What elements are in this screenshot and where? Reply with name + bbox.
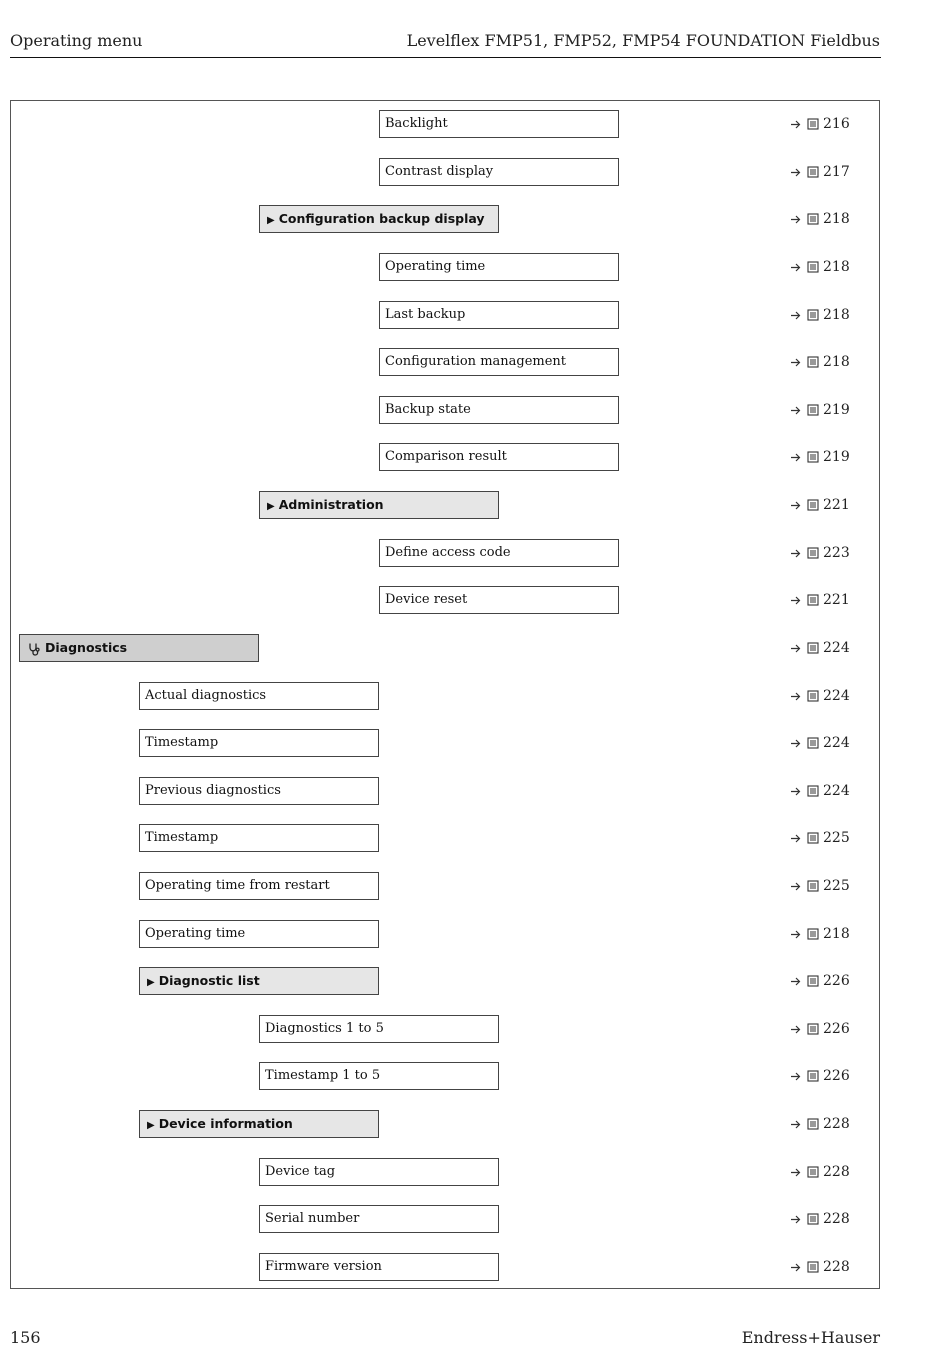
page-reference[interactable] [790, 1067, 850, 1085]
book-icon [807, 1166, 819, 1178]
page-reference[interactable] [790, 972, 850, 990]
arrow-right-icon [790, 833, 801, 844]
book-icon [807, 832, 819, 844]
page-reference[interactable] [790, 1020, 850, 1038]
menu-row [11, 301, 879, 329]
menu-row [11, 777, 879, 805]
book-icon [807, 594, 819, 606]
menu-row [11, 729, 879, 757]
page-number: 226 [823, 1068, 850, 1084]
menu-label: Diagnostics [45, 640, 128, 655]
menu-row [11, 1158, 879, 1186]
menu-row [11, 1062, 879, 1090]
arrow-right-icon [790, 310, 801, 321]
page-number: 218 [823, 307, 850, 323]
page-number: 219 [823, 449, 850, 465]
menu-row [11, 253, 879, 281]
menu-row [11, 682, 879, 710]
page-reference[interactable] [790, 639, 850, 657]
arrow-right-icon [790, 929, 801, 940]
page-number: 224 [823, 735, 850, 751]
submenu-administration[interactable] [259, 491, 499, 519]
parameter-operating-time-from-restart[interactable]: Operating time from restart [139, 872, 379, 900]
arrow-right-icon [790, 405, 801, 416]
page-reference[interactable] [790, 353, 850, 371]
page-reference[interactable] [790, 877, 850, 895]
page-number: 218 [823, 211, 850, 227]
page-number: 224 [823, 640, 850, 656]
page-reference[interactable] [790, 734, 850, 752]
page-reference[interactable] [790, 448, 850, 466]
book-icon [807, 785, 819, 797]
menu-row [11, 634, 879, 662]
arrow-right-icon [790, 643, 801, 654]
menu-row [11, 348, 879, 376]
page-number: 221 [823, 592, 850, 608]
book-icon [807, 928, 819, 940]
page-number: 228 [823, 1116, 850, 1132]
menu-row [11, 110, 879, 138]
header-section-title: Operating menu [10, 31, 143, 50]
page-reference[interactable] [790, 258, 850, 276]
arrow-right-icon [790, 1071, 801, 1082]
page-reference[interactable] [790, 544, 850, 562]
book-icon [807, 1118, 819, 1130]
parameter-device-tag[interactable]: Device tag [259, 1158, 499, 1186]
page-reference[interactable] [790, 115, 850, 133]
menu-row [11, 158, 879, 186]
menu-row [11, 443, 879, 471]
parameter-last-backup[interactable]: Last backup [379, 301, 619, 329]
page-reference[interactable] [790, 1115, 850, 1133]
book-icon [807, 1261, 819, 1273]
arrow-right-icon [790, 500, 801, 511]
parameter-timestamp[interactable]: Timestamp [139, 729, 379, 757]
page-number: 225 [823, 878, 850, 894]
book-icon [807, 1213, 819, 1225]
triangle-right-icon: ▶ [147, 977, 155, 988]
submenu-configuration-backup-display[interactable] [259, 205, 499, 233]
arrow-right-icon [790, 738, 801, 749]
triangle-right-icon: ▶ [147, 1120, 155, 1131]
book-icon [807, 499, 819, 511]
parameter-define-access-code[interactable]: Define access code [379, 539, 619, 567]
menu-row [11, 920, 879, 948]
page-number: 226 [823, 973, 850, 989]
parameter-actual-diagnostics[interactable]: Actual diagnostics [139, 682, 379, 710]
book-icon [807, 975, 819, 987]
arrow-right-icon [790, 262, 801, 273]
menu-row [11, 967, 879, 995]
book-icon [807, 737, 819, 749]
footer-page-number: 156 [10, 1328, 41, 1347]
book-icon [807, 309, 819, 321]
page-reference[interactable] [790, 829, 850, 847]
page-number: 219 [823, 402, 850, 418]
page-reference[interactable] [790, 496, 850, 514]
arrow-right-icon [790, 1167, 801, 1178]
book-icon [807, 404, 819, 416]
menu-row [11, 824, 879, 852]
page-reference[interactable] [790, 163, 850, 181]
page-number: 218 [823, 354, 850, 370]
book-icon [807, 213, 819, 225]
book-icon [807, 1023, 819, 1035]
page-number: 218 [823, 926, 850, 942]
arrow-right-icon [790, 786, 801, 797]
book-icon [807, 261, 819, 273]
page-reference[interactable] [790, 591, 850, 609]
page-number: 223 [823, 545, 850, 561]
submenu-device-information[interactable] [139, 1110, 379, 1138]
arrow-right-icon [790, 119, 801, 130]
arrow-right-icon [790, 1262, 801, 1273]
triangle-right-icon: ▶ [267, 215, 275, 226]
arrow-right-icon [790, 1214, 801, 1225]
page-number: 224 [823, 688, 850, 704]
arrow-right-icon [790, 691, 801, 702]
menu-row [11, 1015, 879, 1043]
parameter-timestamp-1-to-5[interactable]: Timestamp 1 to 5 [259, 1062, 499, 1090]
page-reference[interactable] [790, 1163, 850, 1181]
page-reference[interactable] [790, 1258, 850, 1276]
arrow-right-icon [790, 595, 801, 606]
submenu-diagnostic-list[interactable] [139, 967, 379, 995]
parameter-previous-diagnostics[interactable]: Previous diagnostics [139, 777, 379, 805]
book-icon [807, 166, 819, 178]
arrow-right-icon [790, 881, 801, 892]
menu-row [11, 539, 879, 567]
page-reference[interactable] [790, 925, 850, 943]
submenu-label: Administration [278, 497, 384, 512]
parameter-backup-state[interactable]: Backup state [379, 396, 619, 424]
book-icon [807, 642, 819, 654]
book-icon [807, 118, 819, 130]
arrow-right-icon [790, 214, 801, 225]
parameter-contrast-display[interactable]: Contrast display [379, 158, 619, 186]
page-reference[interactable] [790, 1210, 850, 1228]
menu-row [11, 1205, 879, 1233]
book-icon [807, 690, 819, 702]
submenu-label: Device information [158, 1116, 293, 1131]
parameter-operating-time-diag[interactable]: Operating time [139, 920, 379, 948]
parameter-serial-number[interactable]: Serial number [259, 1205, 499, 1233]
menu-diagnostics[interactable] [19, 634, 259, 662]
parameter-firmware-version[interactable]: Firmware version [259, 1253, 499, 1281]
page-number: 228 [823, 1164, 850, 1180]
menu-row [11, 491, 879, 519]
arrow-right-icon [790, 976, 801, 987]
parameter-comparison-result[interactable]: Comparison result [379, 443, 619, 471]
parameter-operating-time[interactable]: Operating time [379, 253, 619, 281]
page-number: 218 [823, 259, 850, 275]
header-product-title: Levelflex FMP51, FMP52, FMP54 FOUNDATION Fieldbus [406, 31, 880, 50]
page-number: 221 [823, 497, 850, 513]
page-number: 225 [823, 830, 850, 846]
menu-row [11, 1253, 879, 1281]
book-icon [807, 1070, 819, 1082]
submenu-label: Diagnostic list [158, 973, 260, 988]
page-number: 217 [823, 164, 850, 180]
triangle-right-icon: ▶ [267, 501, 275, 512]
parameter-configuration-management[interactable]: Configuration management [379, 348, 619, 376]
parameter-timestamp-previous[interactable]: Timestamp [139, 824, 379, 852]
submenu-label: Configuration backup display [278, 211, 485, 226]
arrow-right-icon [790, 1119, 801, 1130]
footer-brand: Endress+Hauser [741, 1328, 880, 1347]
page-number: 224 [823, 783, 850, 799]
page-reference[interactable] [790, 210, 850, 228]
page-reference[interactable] [790, 306, 850, 324]
parameter-device-reset[interactable]: Device reset [379, 586, 619, 614]
book-icon [807, 880, 819, 892]
book-icon [807, 451, 819, 463]
arrow-right-icon [790, 357, 801, 368]
page-reference[interactable] [790, 687, 850, 705]
menu-row [11, 1110, 879, 1138]
parameter-backlight[interactable]: Backlight [379, 110, 619, 138]
book-icon [807, 547, 819, 559]
page-reference[interactable] [790, 782, 850, 800]
stethoscope-icon [27, 642, 41, 656]
menu-row [11, 872, 879, 900]
arrow-right-icon [790, 1024, 801, 1035]
page-reference[interactable] [790, 401, 850, 419]
menu-row [11, 586, 879, 614]
book-icon [807, 356, 819, 368]
page-number: 228 [823, 1211, 850, 1227]
menu-row [11, 205, 879, 233]
arrow-right-icon [790, 548, 801, 559]
menu-row [11, 396, 879, 424]
page-number: 216 [823, 116, 850, 132]
arrow-right-icon [790, 452, 801, 463]
parameter-diagnostics-1-to-5[interactable]: Diagnostics 1 to 5 [259, 1015, 499, 1043]
page-number: 226 [823, 1021, 850, 1037]
page-number: 228 [823, 1259, 850, 1275]
header-divider [10, 57, 881, 58]
arrow-right-icon [790, 167, 801, 178]
menu-tree-frame [10, 100, 880, 1289]
